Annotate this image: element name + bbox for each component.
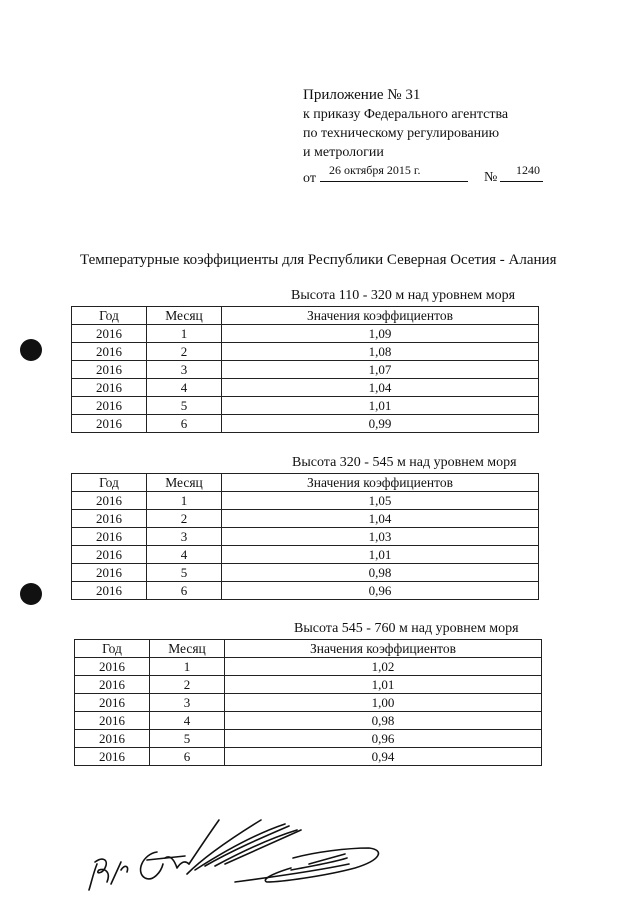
cell-year: 2016 bbox=[72, 343, 147, 361]
document-title: Температурные коэффициенты для Республики Северная Осетия - Алания bbox=[80, 252, 557, 268]
table-row bbox=[75, 712, 542, 730]
cell-year: 2016 bbox=[72, 492, 147, 510]
altitude-caption: Высота 545 - 760 м над уровнем моря bbox=[294, 621, 519, 636]
table-row bbox=[72, 325, 539, 343]
header-year: Год bbox=[72, 474, 147, 492]
cell-value: 0,99 bbox=[222, 415, 539, 433]
header-month: Месяц bbox=[147, 474, 222, 492]
table-row bbox=[72, 361, 539, 379]
cell-month: 4 bbox=[150, 712, 225, 730]
table-row bbox=[75, 676, 542, 694]
table-row bbox=[75, 658, 542, 676]
cell-month: 2 bbox=[150, 676, 225, 694]
header-year: Год bbox=[72, 307, 147, 325]
cell-value: 1,03 bbox=[222, 528, 539, 546]
appendix-line-2: по техническому регулированию bbox=[303, 126, 500, 141]
altitude-caption: Высота 320 - 545 м над уровнем моря bbox=[292, 455, 517, 470]
table-row bbox=[72, 510, 539, 528]
table-row bbox=[72, 492, 539, 510]
table-row bbox=[72, 415, 539, 433]
table-row bbox=[72, 528, 539, 546]
appendix-number: Приложение № 31 bbox=[303, 87, 421, 103]
cell-year: 2016 bbox=[75, 748, 150, 766]
table-row bbox=[72, 546, 539, 564]
cell-month: 2 bbox=[147, 510, 222, 528]
table-header-row bbox=[75, 640, 542, 658]
header-year: Год bbox=[75, 640, 150, 658]
table-header-row bbox=[72, 307, 539, 325]
cell-value: 0,96 bbox=[225, 730, 542, 748]
header-value: Значения коэффициентов bbox=[222, 474, 539, 492]
cell-year: 2016 bbox=[72, 582, 147, 600]
cell-value: 0,94 bbox=[225, 748, 542, 766]
cell-year: 2016 bbox=[72, 361, 147, 379]
order-from-label: от bbox=[303, 171, 316, 186]
cell-month: 5 bbox=[147, 564, 222, 582]
cell-value: 1,04 bbox=[222, 379, 539, 397]
appendix-line-3: и метрологии bbox=[303, 145, 384, 160]
cell-value: 1,01 bbox=[225, 676, 542, 694]
cell-value: 0,98 bbox=[225, 712, 542, 730]
cell-month: 3 bbox=[147, 528, 222, 546]
cell-year: 2016 bbox=[72, 397, 147, 415]
cell-month: 5 bbox=[147, 397, 222, 415]
cell-year: 2016 bbox=[72, 510, 147, 528]
cell-value: 1,04 bbox=[222, 510, 539, 528]
cell-year: 2016 bbox=[72, 415, 147, 433]
table-row bbox=[75, 730, 542, 748]
coefficients-table bbox=[71, 473, 539, 600]
order-number-sign: № bbox=[484, 170, 498, 185]
altitude-caption: Высота 110 - 320 м над уровнем моря bbox=[291, 288, 516, 303]
cell-value: 1,02 bbox=[225, 658, 542, 676]
order-reference bbox=[303, 163, 603, 185]
cell-value: 0,98 bbox=[222, 564, 539, 582]
table-row bbox=[72, 343, 539, 361]
coefficients-table bbox=[71, 306, 539, 433]
cell-month: 6 bbox=[147, 582, 222, 600]
cell-month: 2 bbox=[147, 343, 222, 361]
appendix-line-1: к приказу Федерального агентства bbox=[303, 107, 509, 122]
table-row bbox=[72, 582, 539, 600]
cell-value: 1,05 bbox=[222, 492, 539, 510]
cell-month: 4 bbox=[147, 546, 222, 564]
appendix-header bbox=[303, 86, 603, 185]
cell-month: 4 bbox=[147, 379, 222, 397]
cell-year: 2016 bbox=[72, 325, 147, 343]
cell-value: 1,09 bbox=[222, 325, 539, 343]
cell-value: 0,96 bbox=[222, 582, 539, 600]
order-number: 1240 bbox=[500, 163, 543, 182]
header-month: Месяц bbox=[150, 640, 225, 658]
cell-month: 6 bbox=[147, 415, 222, 433]
cell-year: 2016 bbox=[72, 528, 147, 546]
table-row bbox=[72, 379, 539, 397]
cell-value: 1,00 bbox=[225, 694, 542, 712]
cell-year: 2016 bbox=[75, 712, 150, 730]
cell-month: 1 bbox=[147, 325, 222, 343]
cell-year: 2016 bbox=[75, 658, 150, 676]
cell-year: 2016 bbox=[75, 694, 150, 712]
cell-year: 2016 bbox=[75, 676, 150, 694]
header-value: Значения коэффициентов bbox=[225, 640, 542, 658]
punch-hole-icon bbox=[20, 339, 42, 361]
cell-month: 3 bbox=[147, 361, 222, 379]
cell-value: 1,07 bbox=[222, 361, 539, 379]
cell-year: 2016 bbox=[72, 564, 147, 582]
order-date: 26 октября 2015 г. bbox=[320, 163, 468, 182]
cell-value: 1,08 bbox=[222, 343, 539, 361]
cell-month: 1 bbox=[147, 492, 222, 510]
punch-hole-icon bbox=[20, 583, 42, 605]
cell-month: 3 bbox=[150, 694, 225, 712]
cell-value: 1,01 bbox=[222, 546, 539, 564]
table-header-row bbox=[72, 474, 539, 492]
table-row bbox=[72, 564, 539, 582]
cell-value: 1,01 bbox=[222, 397, 539, 415]
coefficients-table bbox=[74, 639, 542, 766]
header-value: Значения коэффициентов bbox=[222, 307, 539, 325]
cell-month: 6 bbox=[150, 748, 225, 766]
table-row bbox=[75, 748, 542, 766]
table-row bbox=[75, 694, 542, 712]
signature bbox=[85, 812, 555, 892]
cell-year: 2016 bbox=[72, 546, 147, 564]
cell-month: 1 bbox=[150, 658, 225, 676]
header-month: Месяц bbox=[147, 307, 222, 325]
table-row bbox=[72, 397, 539, 415]
cell-year: 2016 bbox=[72, 379, 147, 397]
cell-month: 5 bbox=[150, 730, 225, 748]
cell-year: 2016 bbox=[75, 730, 150, 748]
